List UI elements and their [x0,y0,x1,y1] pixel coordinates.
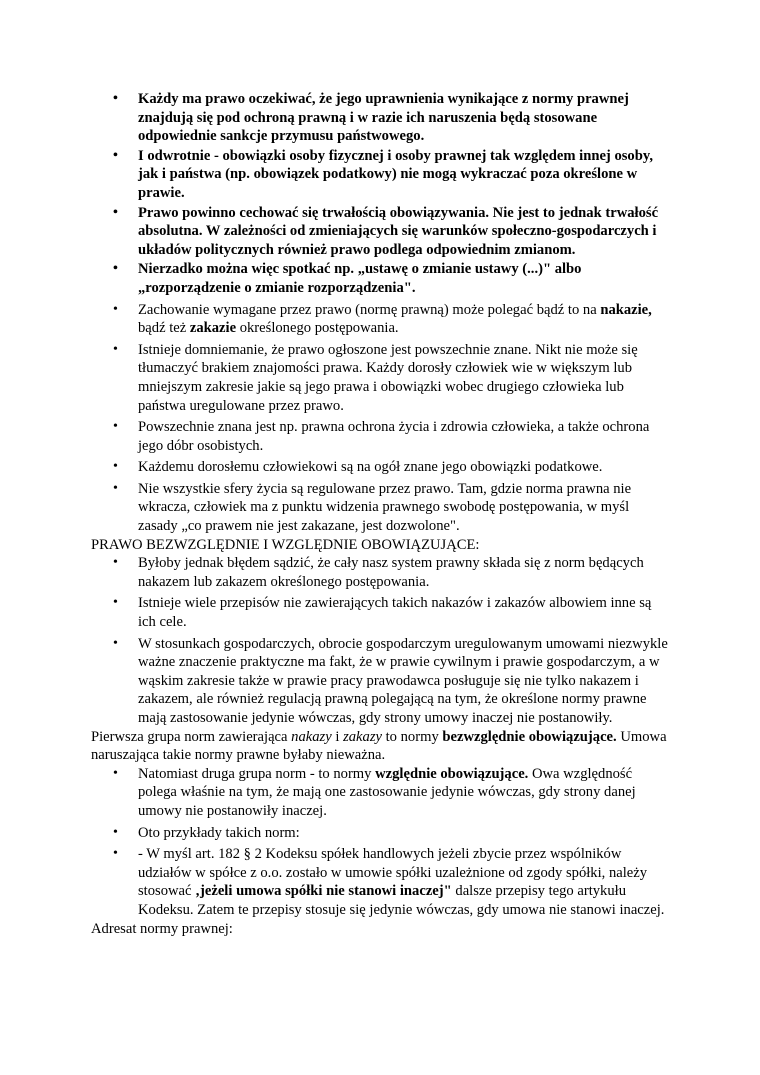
bullet-icon: • [113,204,118,220]
list-item: • Oto przykłady takich norm: [113,824,300,841]
list-item: • Prawo powinno cechować się trwałością obowiązywania. Nie jest to jednak trwałość absolutna. W zależności od zmieniających się warunków społeczno-gospodarczych i układów politycznych również prawo podlega odpowiednim zmianom. [113,204,659,258]
bullet-icon: • [113,555,118,571]
bullet-icon: • [113,147,118,163]
list-item: • Natomiast druga grupa norm - to normy względnie obowiązujące. Owa względność polega właśnie na tym, że mają one zastosowanie jedynie wówczas, gdy strony danej umowy nie postanowiły inaczej. [113,765,636,819]
bullet-icon: • [113,301,118,317]
list-item: • Zachowanie wymagane przez prawo (normę prawną) może polegać bądź to na nakazie, bądź też zakazie określonego postępowania. [113,301,652,337]
bullet-icon: • [113,459,118,475]
list-item: • Nie wszystkie sfery życia są regulowane przez prawo. Tam, gdzie norma prawna nie wkracza, człowiek ma z punktu widzenia prawnego swobodę postępowania, w myśl zasady „co prawem nie jest zakazane, jest dozwolone". [113,480,632,535]
bullet-icon: • [113,419,118,435]
list-item: • Każdemu dorosłemu człowiekowi są na ogół znane jego obowiązki podatkowe. [113,459,603,476]
list-item: • Istnieje wiele przepisów nie zawierających takich nakazów i zakazów albowiem inne są ich cele. [113,595,652,631]
bullet-icon: • [113,480,118,496]
bullet-icon: • [113,824,118,840]
bullet-list-2 [91,554,671,727]
list-item: • Powszechnie znana jest np. prawna ochrona życia i zdrowia człowieka, a także ochrona jego dóbr osobistych. [113,419,650,454]
list-item: • - W myśl art. 182 § 2 Kodeksu spółek handlowych jeżeli zbycie przez wspólników udziałów w spółce z o.o. zostało w umowie spółki uzależnione od zgody spółki, należy stosować ‚jeżeli umowa spółki nie stanowi inaczej" dalsze przepisy tego artykułu Kodeksu. Zatem te przepisy stosuje się jedynie wówczas, gdy umowa nie stanowi inaczej. [113,846,665,918]
bullet-icon: • [113,341,118,357]
bullet-icon: • [113,261,118,277]
paragraph: Adresat normy prawnej: [91,920,233,937]
bullet-list-3 [91,765,671,920]
list-item: • Nierzadko można więc spotkać np. „ustawę o zmianie ustawy (...)" albo „rozporządzenie o zmianie rozporządzenia". [113,261,582,296]
list-item: • W stosunkach gospodarczych, obrocie gospodarczym uregulowanym umowami niezwykle ważne znaczenie praktyczne ma fakt, że w prawie cywilnym i prawie gospodarczym, a w wąskim zakresie także w prawie pracy prawodawca posługuje się nie tylko nakazem i zakazem, ale również regulacją prawną polegającą na tym, że określone normy prawne mają zastosowanie jedynie wówczas, gdy strony umowy inaczej nie postanowiły. [113,635,668,726]
bullet-icon: • [113,765,118,781]
bullet-list-1 [91,90,671,536]
list-item: • I odwrotnie - obowiązki osoby fizycznej i osoby prawnej tak względem innej osoby, jak i państwa (np. obowiązek podatkowy) nie mogą wykraczać poza określone w prawie. [113,147,653,201]
bullet-icon: • [113,91,118,106]
document-page [91,90,671,938]
bullet-icon: • [113,595,118,611]
section-heading: PRAWO BEZWZGLĘDNIE I WZGLĘDNIE OBOWIĄZUJĄCE: [91,536,480,553]
paragraph: Pierwsza grupa norm zawierająca nakazy i zakazy to normy bezwzględnie obowiązujące. Umowa naruszająca takie normy prawne byłaby nieważna. [91,728,667,764]
list-item: • Byłoby jednak błędem sądzić, że cały nasz system prawny składa się z norm będących nakazem lub zakazem określonego postępowania. [113,555,644,590]
list-item: • Każdy ma prawo oczekiwać, że jego uprawnienia wynikające z normy prawnej znajdują się pod ochroną prawną i w razie ich naruszenia będą stosowane odpowiednie sankcje przymusu państwowego. [113,91,629,145]
bullet-icon: • [113,635,118,651]
list-item: • Istnieje domniemanie, że prawo ogłoszone jest powszechnie znane. Nikt nie może się tłumaczyć brakiem znajomości prawa. Każdy dorosły człowiek wie w większym lub mniejszym zakresie jakie są jego prawa i obowiązki wobec drugiego człowieka lub państwa uregulowane przez prawo. [113,341,638,414]
bullet-icon: • [113,846,118,862]
